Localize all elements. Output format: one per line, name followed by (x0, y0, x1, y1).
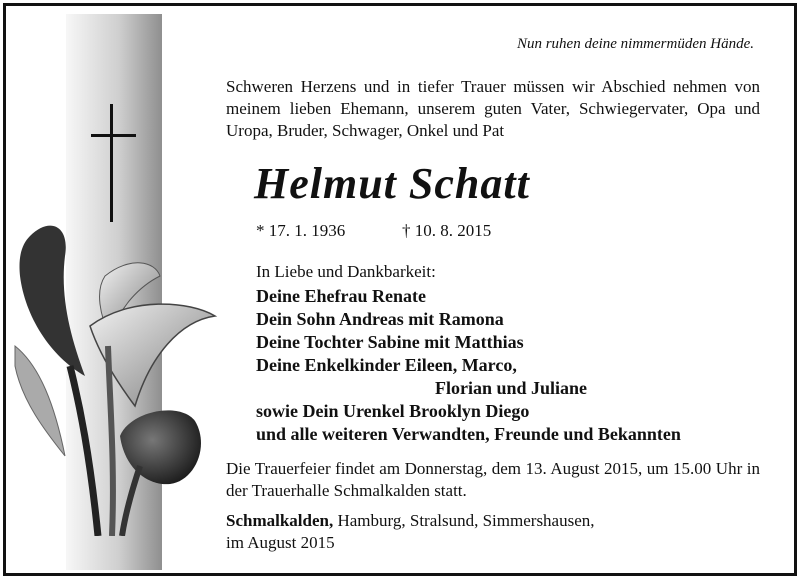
service-info: Die Trauerfeier findet am Donnerstag, dem 13. August 2015, um 15.00 Uhr in der Trauerhalle Schmalkalden statt. (226, 459, 760, 500)
mourner-line: Dein Sohn Andreas mit Ramona (256, 309, 504, 329)
motto: Nun ruhen deine nimmermüden Hände. (516, 36, 754, 52)
mourner-line: Deine Tochter Sabine mit Matthias (256, 332, 524, 352)
mourner-line: Deine Enkelkinder Eileen, Marco, (256, 355, 517, 375)
calla-lily-image (10, 216, 225, 536)
mourner-line: Deine Ehefrau Renate (256, 286, 426, 306)
place-primary: Schmalkalden, (226, 511, 334, 530)
intro-text: Schweren Herzens und in tiefer Trauer müssen wir Abschied nehmen von meinem lieben Ehemann, unserem guten Vater, Schwiegervater, Opa und Uropa, Bruder, Schwager, Onkel und Pat (226, 77, 760, 140)
place-date: im August 2015 (226, 533, 335, 552)
death-date: † 10. 8. 2015 (402, 221, 492, 240)
mourner-line: Florian und Juliane (435, 378, 588, 398)
place-others: Hamburg, Stralsund, Simmershausen, (333, 511, 595, 530)
thanks-line: In Liebe und Dankbarkeit: (256, 262, 436, 281)
deceased-name: Helmut Schatt (254, 159, 530, 208)
obituary-card (3, 3, 797, 576)
place-date-block (226, 510, 595, 554)
birth-date: * 17. 1. 1936 (256, 221, 346, 240)
mourner-line: sowie Dein Urenkel Brooklyn Diego (256, 401, 530, 421)
mourner-line: und alle weiteren Verwandten, Freunde und Bekannten (256, 424, 681, 444)
mourners-list (256, 285, 681, 446)
